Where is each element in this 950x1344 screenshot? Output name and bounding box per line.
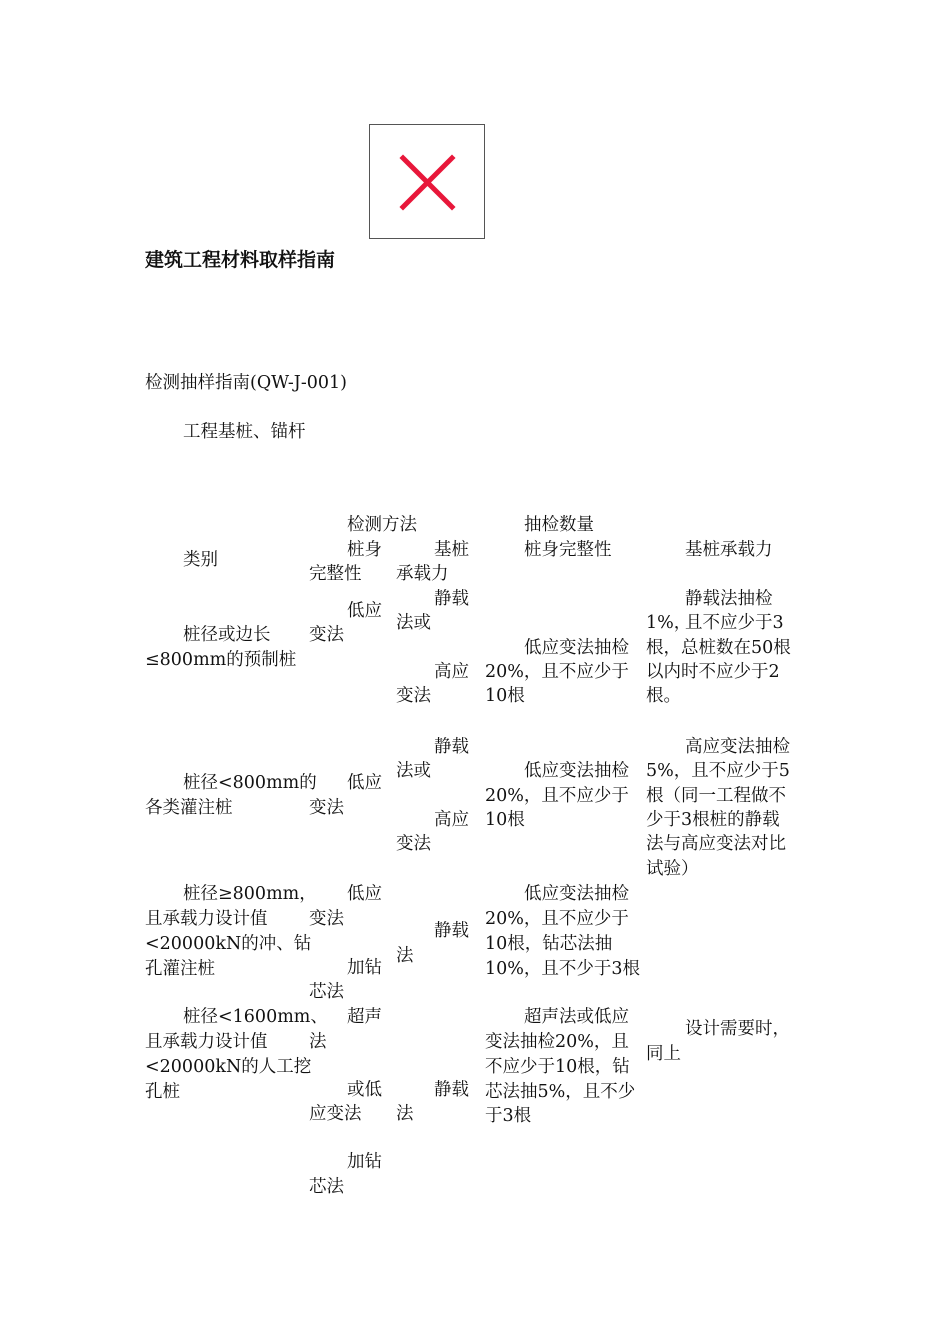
row2-capacity-qty-2: 5%，且不应少于5 [646,761,790,781]
header-method-capacity-2: 承载力 [396,564,449,584]
row4-integrity-method-5: 加钻 [347,1152,382,1172]
row1-integrity-qty-3: 10根 [485,686,525,706]
row3-category-1: 桩径≥800mm， [183,884,317,904]
row4-integrity-method-1: 超声 [347,1007,382,1027]
row4-integrity-method-4: 应变法 [309,1104,362,1124]
row4-integrity-qty-2: 变法抽检20%，且 [485,1032,629,1052]
row1-capacity-method-a-2: 法或 [396,613,431,633]
row4-integrity-qty-5: 于3根 [485,1106,532,1126]
row4-integrity-qty-3: 不应少于10根，钻 [485,1057,630,1077]
row4-category-4: 孔桩 [145,1082,180,1102]
row1-integrity-method-1: 低应 [347,601,382,621]
row1-category-2: ≤800mm的预制桩 [145,650,297,670]
row4-capacity-method-1: 静载 [434,1080,469,1100]
header-quantity-capacity: 基桩承载力 [685,540,773,560]
row2-category-1: 桩径<800mm的 [183,773,317,793]
row3-integrity-qty-4: 10%，且不少于3根 [485,959,641,979]
row4-category-3: <20000kN的人工挖 [145,1057,312,1077]
row3-capacity-method-1: 静载 [434,921,469,941]
row3-category-3: <20000kN的冲、钻 [145,934,312,954]
row2-capacity-qty-3: 根（同一工程做不 [646,786,786,806]
row1-capacity-method-a-1: 静载 [434,589,469,609]
row3-integrity-method-1: 低应 [347,884,382,904]
row1-integrity-qty-1: 低应变法抽检 [524,638,629,658]
header-method-capacity-1: 基桩 [434,540,469,560]
row2-integrity-qty-2: 20%，且不应少于 [485,786,629,806]
row2-capacity-method-a-2: 法或 [396,761,431,781]
row4-capacity-qty-prefix: 同上 [646,1044,681,1064]
section-heading: 工程基桩、锚杆 [183,422,306,442]
document-title: 建筑工程材料取样指南 [145,249,336,271]
row1-integrity-qty-2: 20%，且不应少于 [485,662,629,682]
row2-capacity-qty-4: 少于3根桩的静载 [646,810,780,830]
row3-integrity-method-4: 芯法 [309,982,344,1002]
row1-capacity-qty-4: 根。 [646,686,681,706]
row1-capacity-method-b-2: 变法 [396,686,431,706]
row3-integrity-method-2: 变法 [309,909,344,929]
row4-integrity-method-3: 或低 [347,1080,382,1100]
row3-integrity-method-3: 加钻 [347,958,382,978]
row3-category-2: 且承载力设计值 [145,909,268,929]
row4-integrity-qty-1: 超声法或低应 [524,1007,629,1027]
row2-integrity-qty-3: 10根 [485,810,525,830]
header-method-integrity-1: 桩身 [347,540,382,560]
row2-integrity-qty-1: 低应变法抽检 [524,761,629,781]
row4-capacity-qty-1: 设计需要时， [685,1019,790,1039]
row1-capacity-method-b-1: 高应 [434,662,469,682]
row4-integrity-qty-4: 芯法抽5%，且不少 [485,1082,636,1102]
row4-category-2: 且承载力设计值 [145,1032,268,1052]
row2-capacity-method-b-2: 变法 [396,834,431,854]
row1-capacity-qty-tail: 且不应少于3 [685,613,784,633]
row1-capacity-qty-3: 以内时不应少于2 [646,662,780,682]
row1-capacity-qty-2: 根，总桩数在50根 [646,638,791,658]
image-placeholder [369,124,485,239]
header-method-integrity-2: 完整性 [309,564,362,584]
row1-integrity-method-2: 变法 [309,625,344,645]
row2-integrity-method-2: 变法 [309,798,344,818]
row2-category-2: 各类灌注桩 [145,798,233,818]
row2-capacity-qty-1: 高应变法抽检 [685,737,790,757]
row3-integrity-qty-1: 低应变法抽检 [524,884,629,904]
row4-integrity-method-2: 法 [309,1032,327,1052]
row2-capacity-qty-6: 试验） [646,859,699,879]
row2-capacity-method-a-1: 静载 [434,737,469,757]
broken-image-icon [370,125,484,238]
header-category: 类别 [183,550,218,570]
row3-integrity-qty-2: 20%，且不应少于 [485,909,629,929]
row3-integrity-qty-3: 10根，钻芯法抽 [485,934,613,954]
row1-capacity-qty-prefix: 1%， [646,613,692,633]
header-quantity-integrity: 桩身完整性 [524,540,612,560]
row2-integrity-method-1: 低应 [347,773,382,793]
row4-category-1: 桩径<1600mm、 [183,1007,328,1027]
row3-capacity-method-2: 法 [396,946,414,966]
row2-capacity-method-b-1: 高应 [434,810,469,830]
row1-category-1: 桩径或边长 [183,625,271,645]
header-quantity: 抽检数量 [524,515,594,535]
row4-integrity-method-6: 芯法 [309,1177,344,1197]
header-method: 检测方法 [347,515,417,535]
row4-capacity-method-2: 法 [396,1104,414,1124]
row1-capacity-qty-1: 静载法抽检 [685,589,773,609]
row3-category-4: 孔灌注桩 [145,959,215,979]
guide-name: 检测抽样指南(QW-J-001) [145,373,347,393]
row2-capacity-qty-5: 法与高应变法对比 [646,834,786,854]
